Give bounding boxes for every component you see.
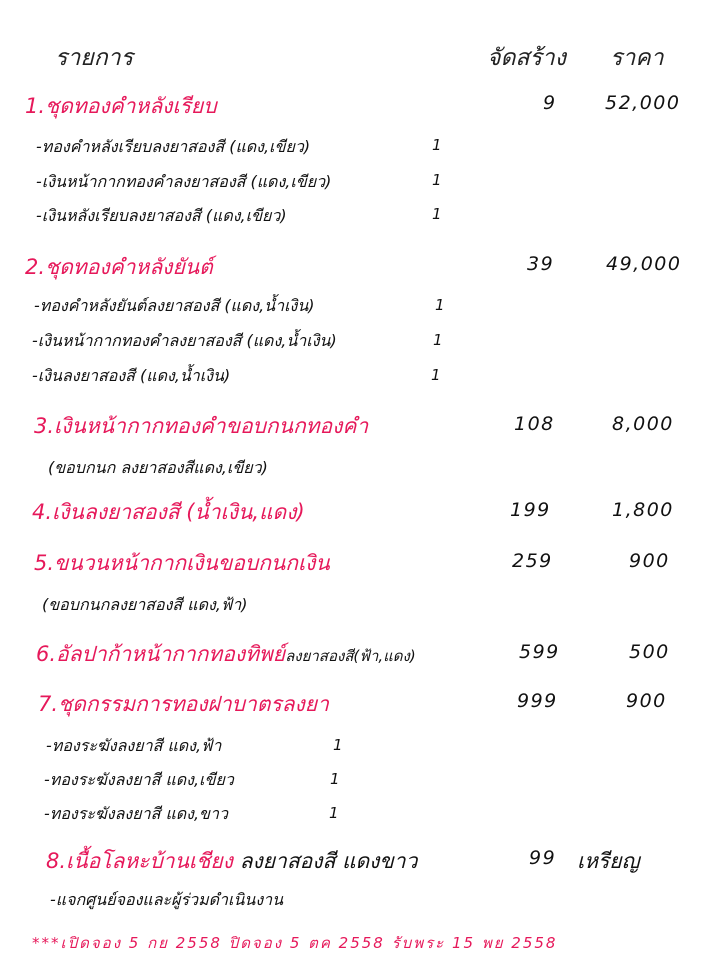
item-made: 259 bbox=[512, 550, 553, 572]
sub-item: -ทองคำหลังเรียบลงยาสองสี (แดง,เขียว) bbox=[36, 137, 311, 156]
item-title: 3.เงินหน้ากากทองคำขอบกนกทองคำ bbox=[34, 414, 369, 438]
item-title-suffix: ลงยาสองสี(ฟ้า,แดง) bbox=[285, 647, 416, 665]
item-price: 49,000 bbox=[606, 253, 682, 275]
header-made: จัดสร้าง bbox=[487, 45, 566, 71]
footer-dates: ***เปิดจอง 5 กย 2558 ปิดจอง 5 ตค 2558 รับพระ 15 พย 2558 bbox=[32, 934, 558, 952]
header-price: ราคา bbox=[610, 45, 664, 71]
item-price: 900 bbox=[626, 690, 667, 712]
item-title: 7.ชุดกรรมการทองฝาบาตรลงยา bbox=[38, 692, 329, 716]
header-item: รายการ bbox=[55, 45, 133, 71]
sub-qty: 1 bbox=[435, 296, 445, 314]
item-made: 999 bbox=[517, 690, 558, 712]
sub-item: -แจกศูนย์จองและผู้ร่วมดำเนินงาน bbox=[50, 890, 284, 909]
item-price: 500 bbox=[629, 641, 670, 663]
item-title: 2.ชุดทองคำหลังยันต์ bbox=[25, 255, 213, 279]
sub-item: -เงินหน้ากากทองคำลงยาสองสี (แดง,เขียว) bbox=[36, 172, 332, 191]
sub-item: -เงินหลังเรียบลงยาสองสี (แดง,เขียว) bbox=[36, 206, 287, 225]
sub-item: -ทองคำหลังยันต์ลงยาสองสี (แดง,น้ำเงิน) bbox=[34, 296, 315, 315]
item-note: (ขอบกนก ลงยาสองสีแดง,เขียว) bbox=[48, 458, 268, 477]
item-price: เหรียญ bbox=[577, 849, 640, 873]
sub-qty: 1 bbox=[329, 804, 339, 822]
item-made: 99 bbox=[529, 847, 557, 869]
item-title-suffix: ลงยาสองสี แดงขาว bbox=[239, 849, 418, 873]
item-made: 39 bbox=[527, 253, 555, 275]
sub-qty: 1 bbox=[433, 331, 443, 349]
sub-item: -เงินหน้ากากทองคำลงยาสองสี (แดง,น้ำเงิน) bbox=[32, 331, 337, 350]
sub-item: -ทองระฆังลงยาสี แดง,ฟ้า bbox=[46, 736, 222, 755]
item-title: 8.เนื้อโลหะบ้านเชียง ลงยาสองสี แดงขาว bbox=[46, 849, 418, 873]
item-title: 6.อัลปาก้าหน้ากากทองทิพย์ลงยาสองสี(ฟ้า,แดง) bbox=[36, 642, 416, 666]
sub-qty: 1 bbox=[333, 736, 343, 754]
item-title: 4.เงินลงยาสองสี (น้ำเงิน,แดง) bbox=[32, 500, 305, 524]
sub-item: -เงินลงยาสองสี (แดง,น้ำเงิน) bbox=[32, 366, 231, 385]
item-price: 8,000 bbox=[612, 413, 674, 435]
sub-qty: 1 bbox=[432, 171, 442, 189]
item-price: 52,000 bbox=[605, 92, 681, 114]
sub-item: -ทองระฆังลงยาสี แดง,ขาว bbox=[44, 804, 228, 823]
sub-qty: 1 bbox=[432, 136, 442, 154]
item-made: 9 bbox=[543, 92, 557, 114]
item-title: 1.ชุดทองคำหลังเรียบ bbox=[25, 94, 217, 118]
item-price: 900 bbox=[629, 550, 670, 572]
item-note: (ขอบกนกลงยาสองสี แดง,ฟ้า) bbox=[42, 595, 248, 614]
sub-qty: 1 bbox=[432, 205, 442, 223]
sub-qty: 1 bbox=[330, 770, 340, 788]
item-made: 199 bbox=[510, 499, 551, 521]
sub-qty: 1 bbox=[431, 366, 441, 384]
sub-item: -ทองระฆังลงยาสี แดง,เขียว bbox=[44, 770, 234, 789]
item-made: 599 bbox=[519, 641, 560, 663]
item-price: 1,800 bbox=[612, 499, 674, 521]
item-title: 5.ขนวนหน้ากากเงินขอบกนกเงิน bbox=[34, 551, 330, 575]
item-made: 108 bbox=[514, 413, 555, 435]
